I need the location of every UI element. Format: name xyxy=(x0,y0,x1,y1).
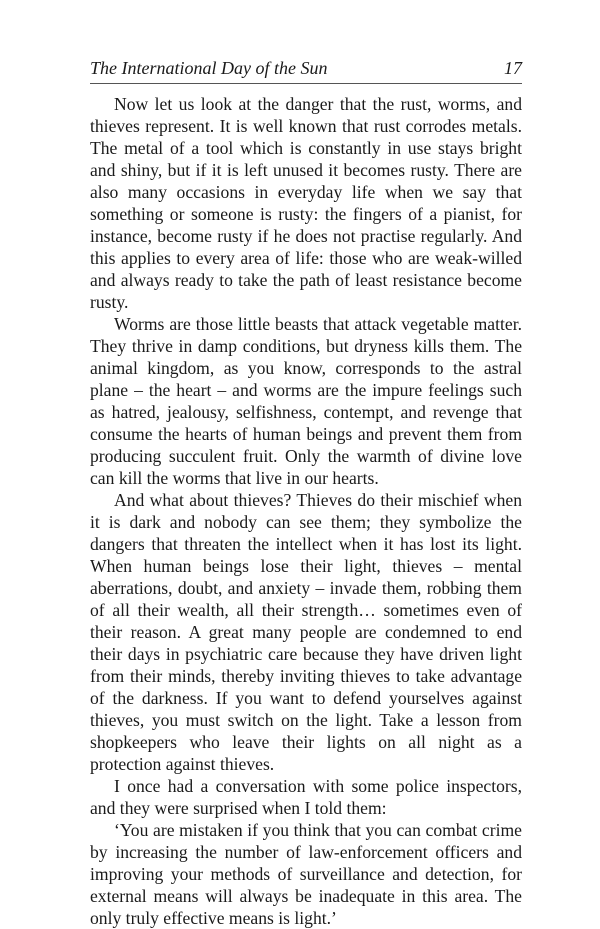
paragraph-thieves: And what about thieves? Thieves do their mischief when it is dark and nobody can see them; they symbolize the dangers that threaten the intellect when it has lost its light. When human beings lose their light, thieves – mental aberrations, doubt, and anxiety – invade them, robbing them of all their wealth, all their strength… sometimes even of their reason. A great many people are condemned to end their days in psychiatric care because they have driven light from their minds, thereby inviting thieves to take advantage of the darkness. If you want to defend yourselves against thieves, you must switch on the light. Take a lesson from shopkeepers who leave their lights on all night as a protection against thieves. xyxy=(90,490,522,774)
body-text xyxy=(90,93,522,929)
paragraph-worms: Worms are those little beasts that attack vegetable matter. They thrive in damp conditions, but dryness kills them. The animal kingdom, as you know, corresponds to the astral plane – the heart – and worms are the impure feelings such as hatred, jealousy, selfishness, contempt, and revenge that consume the hearts of human beings and prevent them from producing succulent fruit. Only the warmth of divine love can kill the worms that live in our hearts. xyxy=(90,314,522,488)
header-rule xyxy=(90,83,522,84)
running-head xyxy=(90,58,522,78)
book-title: The International Day of the Sun xyxy=(90,58,328,78)
paragraph-police: I once had a conversation with some police inspectors, and they were surprised when I told them: xyxy=(90,776,522,818)
page-number: 17 xyxy=(504,58,522,78)
paragraph-quote: ‘You are mistaken if you think that you can combat crime by increasing the number of law-enforcement officers and improving your methods of surveillance and detection, for external means will always be inadequate in this area. The only truly effective means is light.’ xyxy=(90,820,522,928)
paragraph-rust: Now let us look at the danger that the rust, worms, and thieves represent. It is well known that rust corrodes metals. The metal of a tool which is constantly in use stays bright and shiny, but if it is left unused it becomes rusty. There are also many occasions in everyday life when we say that something or someone is rusty: the fingers of a pianist, for instance, become rusty if he does not practise regularly. And this applies to every area of life: those who are weak-willed and always ready to take the path of least resistance become rusty. xyxy=(90,94,522,312)
